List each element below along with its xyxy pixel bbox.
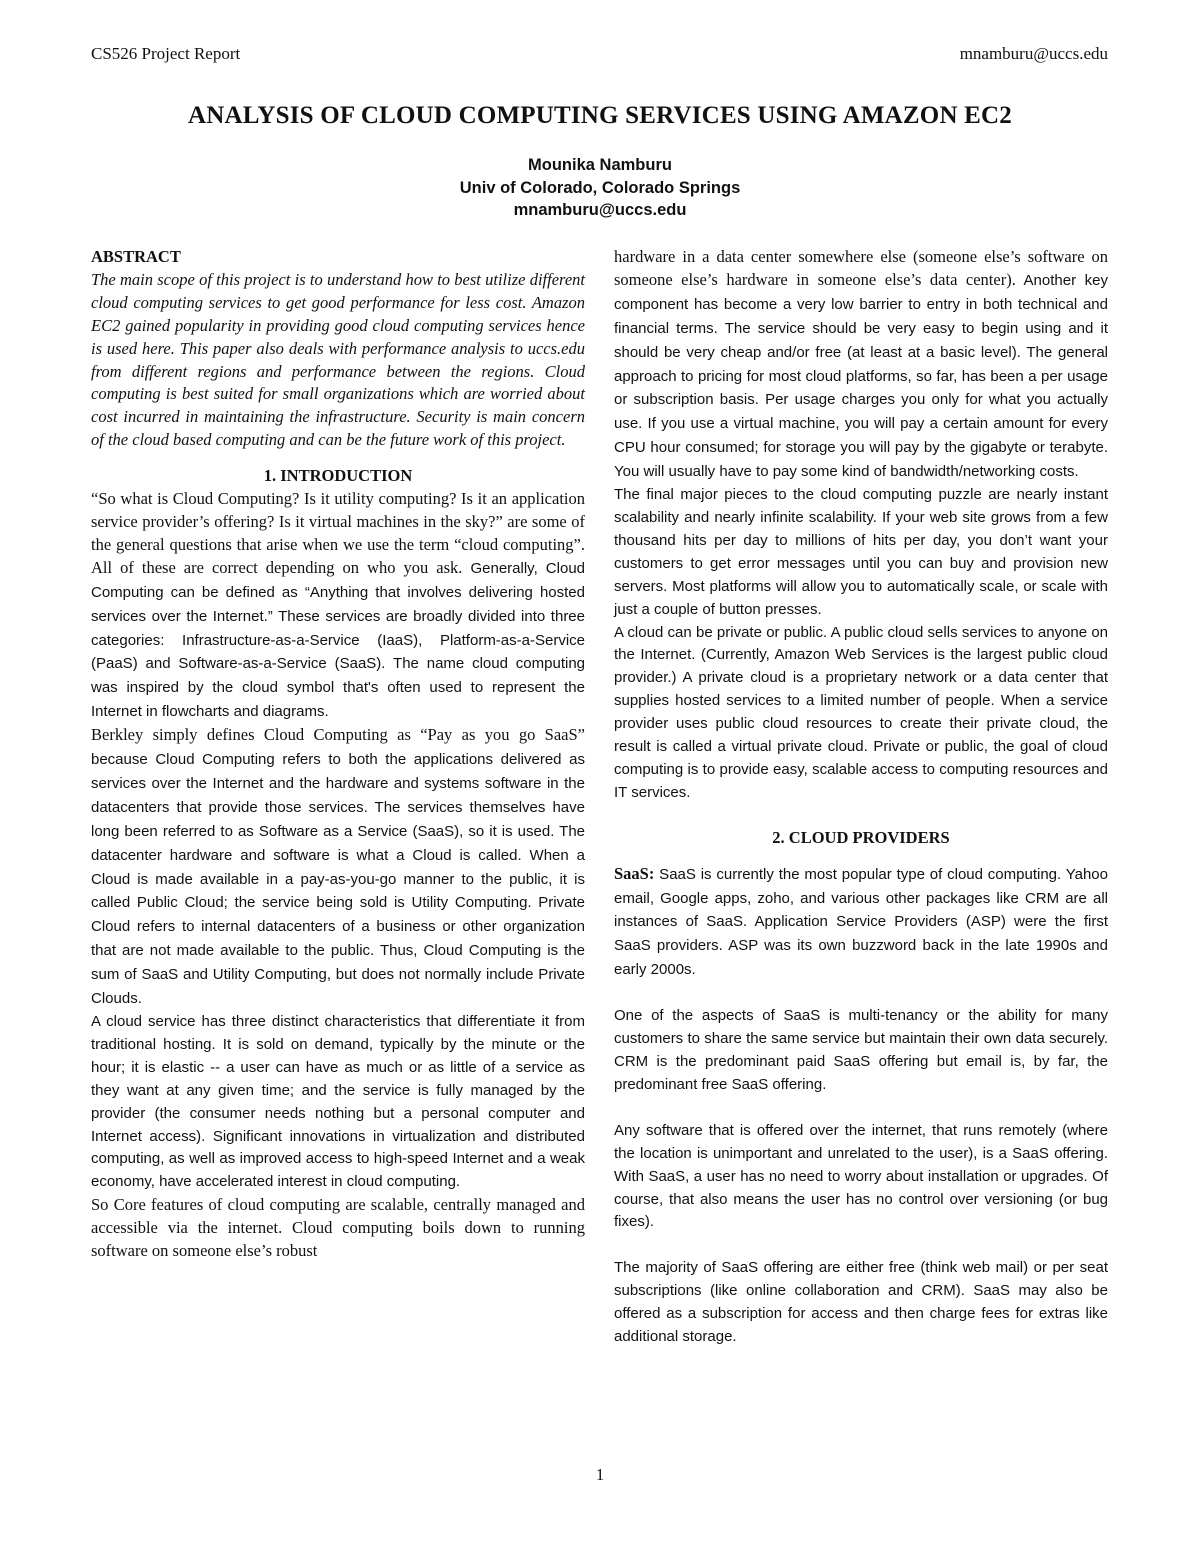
author-email: mnamburu@uccs.edu — [513, 201, 687, 219]
author-affiliation: Univ of Colorado, Colorado Springs — [459, 178, 741, 197]
intro-paragraph-2 — [91, 724, 585, 1011]
providers-paragraph-4: The majority of SaaS offering are either free (think web mail) or per seat subscriptions (like online collaboration and CRM). SaaS may also be offered as a subscription for access and then charge fees for extras like additional storage. — [614, 1259, 1108, 1346]
intro-p2-serif: Berkley simply defines Cloud Computing as “Pay as you go SaaS” — [91, 725, 585, 745]
intro-paragraph-4-continued — [614, 246, 1108, 484]
section-heading-introduction: 1. INTRODUCTION — [263, 466, 413, 486]
intro-p4-right-sans: Another key component has become a very low barrier to entry in both technical and financial terms. The service should be very easy to begin using and it should be very cheap and/or free (at least at a basic level). The general approach to pricing for most cloud platforms, so far, has been a per usage or subscription basis. Per usage charges you only for what you actually use. If you use a virtual machine, you will pay a certain amount for every CPU hour consumed; for storage you will pay by the gigabyte or terabyte. You will usually have to pay some kind of bandwidth/networking costs. — [614, 271, 1108, 481]
page-number: 1 — [595, 1465, 605, 1484]
saas-label: SaaS: — [614, 863, 655, 883]
intro-paragraph-6: A cloud can be private or public. A public cloud sells services to anyone on the Internet. (Currently, Amazon Web Services is the largest public cloud provider.) A private cloud is a proprietary network or a data center that supplies hosted services to a limited number of people. When a service provider uses public cloud resources to create their private cloud, the result is called a virtual private cloud. Private or public, the goal of cloud computing is to provide easy, scalable access to computing resources and IT services. — [614, 623, 1108, 801]
intro-p1-serif: “So what is Cloud Computing? Is it utility computing? Is it an application service provider’s offering? Is it virtual machines in the sky?” are some of the general questions that arise when we use the term “cloud computing”. All of these are correct depending on who you ask. — [91, 489, 585, 577]
author-name: Mounika Namburu — [528, 156, 672, 174]
author-block — [0, 154, 1200, 222]
right-column — [614, 246, 1108, 1349]
intro-paragraph-4: So Core features of cloud computing are scalable, centrally managed and accessible via the internet. Cloud computing boils down to running software on someone else’s robust — [91, 1195, 585, 1261]
intro-paragraph-1 — [91, 488, 585, 724]
section-heading-cloud-providers: 2. CLOUD PROVIDERS — [772, 827, 950, 847]
intro-p1-sans: Generally, Cloud Computing can be defined as “Anything that involves delivering hosted services over the Internet.” These services are broadly divided into three categories: Infrastructure-as-a-Service (IaaS), Platform-as-a-Service (PaaS) and Software-as-a-Service (SaaS). The name cloud computing was inspired by the cloud symbol that's often used to represent the Internet in flowcharts and diagrams. — [91, 559, 586, 721]
intro-paragraph-3: A cloud service has three distinct characteristics that differentiate it from traditional hosting. It is sold on demand, typically by the minute or the hour; it is elastic -- a user can have as much or as little of a service as they want at any given time; and the service is fully managed by the provider (the consumer needs nothing but a personal computer and Internet access). Significant innovations in virtualization and distributed computing, as well as improved access to high-speed Internet and a weak economy, have accelerated interest in cloud computing. — [91, 1013, 585, 1191]
providers-paragraph-1 — [614, 863, 1108, 983]
providers-paragraph-2: One of the aspects of SaaS is multi-tenancy or the ability for many customers to share the same service but maintain their own data securely. CRM is the predominant paid SaaS offering but email is, by far, the predominant free SaaS offering. — [614, 1007, 1108, 1093]
intro-p2-sans: because Cloud Computing refers to both the applications delivered as services over the Internet and the hardware and systems software in the datacenters that provide those services. The services themselves have long been referred to as Software as a Service (SaaS), so it is used. The datacenter hardware and software is what a Cloud is called. When a Cloud is made available in a pay-as-you-go manner to the public, it is called Public Cloud; the service being sold is Utility Computing. Private Cloud refers to internal datacenters of a business or other organization that are not made available to the public. Thus, Cloud Computing is the sum of SaaS and Utility Computing, but does not normally include Private Clouds. — [91, 751, 585, 1008]
abstract-heading: ABSTRACT — [91, 247, 181, 266]
left-column — [91, 246, 585, 1263]
intro-paragraph-5: The final major pieces to the cloud computing puzzle are nearly instant scalability and nearly infinite scalability. If your web site grows from a few thousand hits per day to millions of hits per day, you don’t want your customers to get error messages until you can buy and provision new servers. Most platforms will allow you to automatically scale, or scale with just a couple of button presses. — [614, 486, 1108, 618]
providers-paragraph-3: Any software that is offered over the internet, that runs remotely (where the location is unimportant and unrelated to the user), is a SaaS offering. With SaaS, a user has no need to worry about installation or upgrades. Of course, that also means the user has no control over versioning (or bug fixes). — [614, 1121, 1108, 1231]
paper-title: ANALYSIS OF CLOUD COMPUTING SERVICES USING AMAZON EC2 — [188, 102, 1012, 129]
running-header-email: mnamburu@uccs.edu — [959, 44, 1108, 63]
intro-p4-right-serif: hardware in a data center somewhere else (someone else’s software on someone else’s hardware in someone else’s data center). — [614, 247, 1108, 289]
running-header-left: CS526 Project Report — [91, 44, 241, 63]
providers-p1-text: SaaS is currently the most popular type of cloud computing. Yahoo email, Google apps, zoho, and various other packages like CRM are all instances of SaaS. Application Service Providers (ASP) were the first SaaS providers. ASP was its own buzzword back in the late 1990s and early 2000s. — [614, 865, 1108, 979]
abstract-text: The main scope of this project is to understand how to best utilize different cloud computing services to get good performance for less cost. Amazon EC2 gained popularity in providing good cloud computing services hence is used here. This paper also deals with performance analysis to uccs.edu from different regions and performance between the regions. Cloud computing is best suited for small organizations which are worried about cost incurred in maintaining the infrastructure. Security is main concern of the cloud based computing and can be the future work of this project. — [91, 269, 585, 450]
